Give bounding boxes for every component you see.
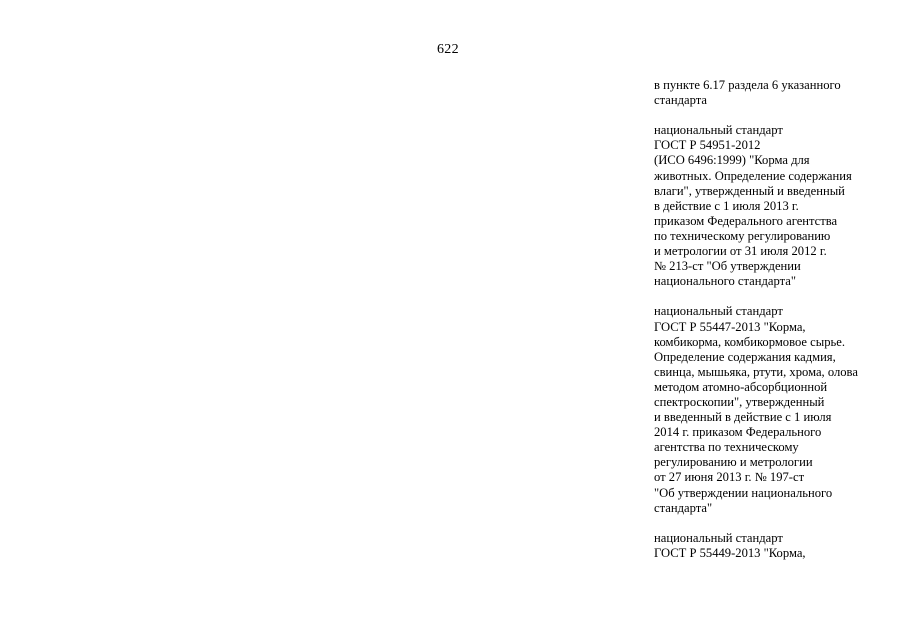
text-line: по техническому регулированию: [654, 228, 831, 243]
text-column: [654, 78, 884, 576]
text-block: [654, 78, 884, 108]
text-line: ГОСТ Р 55447-2013 "Корма,: [654, 319, 806, 334]
text-line: ГОСТ Р 55449-2013 "Корма,: [654, 545, 806, 560]
text-line: влаги", утвержденный и введенный: [654, 183, 845, 198]
text-line: и метрологии от 31 июля 2012 г.: [654, 244, 827, 259]
text-line: национальный стандарт: [654, 530, 783, 545]
text-line: агентства по техническому: [654, 440, 799, 455]
text-line: стандарта": [654, 500, 713, 515]
text-line: животных. Определение содержания: [654, 168, 852, 183]
page-number: 622: [437, 42, 459, 57]
text-line: методом атомно-абсорбционной: [654, 379, 828, 394]
text-block: [654, 531, 884, 561]
text-block: [654, 123, 884, 289]
text-line: приказом Федерального агентства: [654, 213, 838, 228]
text-line: комбикорма, комбикормовое сырье.: [654, 334, 845, 349]
text-line: и введенный в действие с 1 июля: [654, 410, 832, 425]
text-line: регулированию и метрологии: [654, 455, 813, 470]
text-line: ГОСТ Р 54951-2012: [654, 138, 761, 153]
text-line: национальный стандарт: [654, 304, 783, 319]
text-line: национального стандарта": [654, 274, 796, 289]
text-line: спектроскопии", утвержденный: [654, 394, 825, 409]
text-line: национальный стандарт: [654, 123, 783, 138]
text-line: в пункте 6.17 раздела 6 указанного: [654, 78, 841, 92]
text-line: № 213-ст "Об утверждении: [654, 259, 801, 274]
text-line: свинца, мышьяка, ртути, хрома, олова: [654, 364, 858, 379]
text-line: 2014 г. приказом Федерального: [654, 425, 822, 440]
text-block: [654, 304, 884, 515]
text-line: "Об утверждении национального: [654, 485, 833, 500]
text-line: стандарта: [654, 93, 707, 108]
text-line: в действие с 1 июля 2013 г.: [654, 198, 799, 213]
text-line: Определение содержания кадмия,: [654, 349, 836, 364]
text-line: от 27 июня 2013 г. № 197-ст: [654, 470, 805, 485]
text-line: (ИСО 6496:1999) "Корма для: [654, 153, 810, 168]
